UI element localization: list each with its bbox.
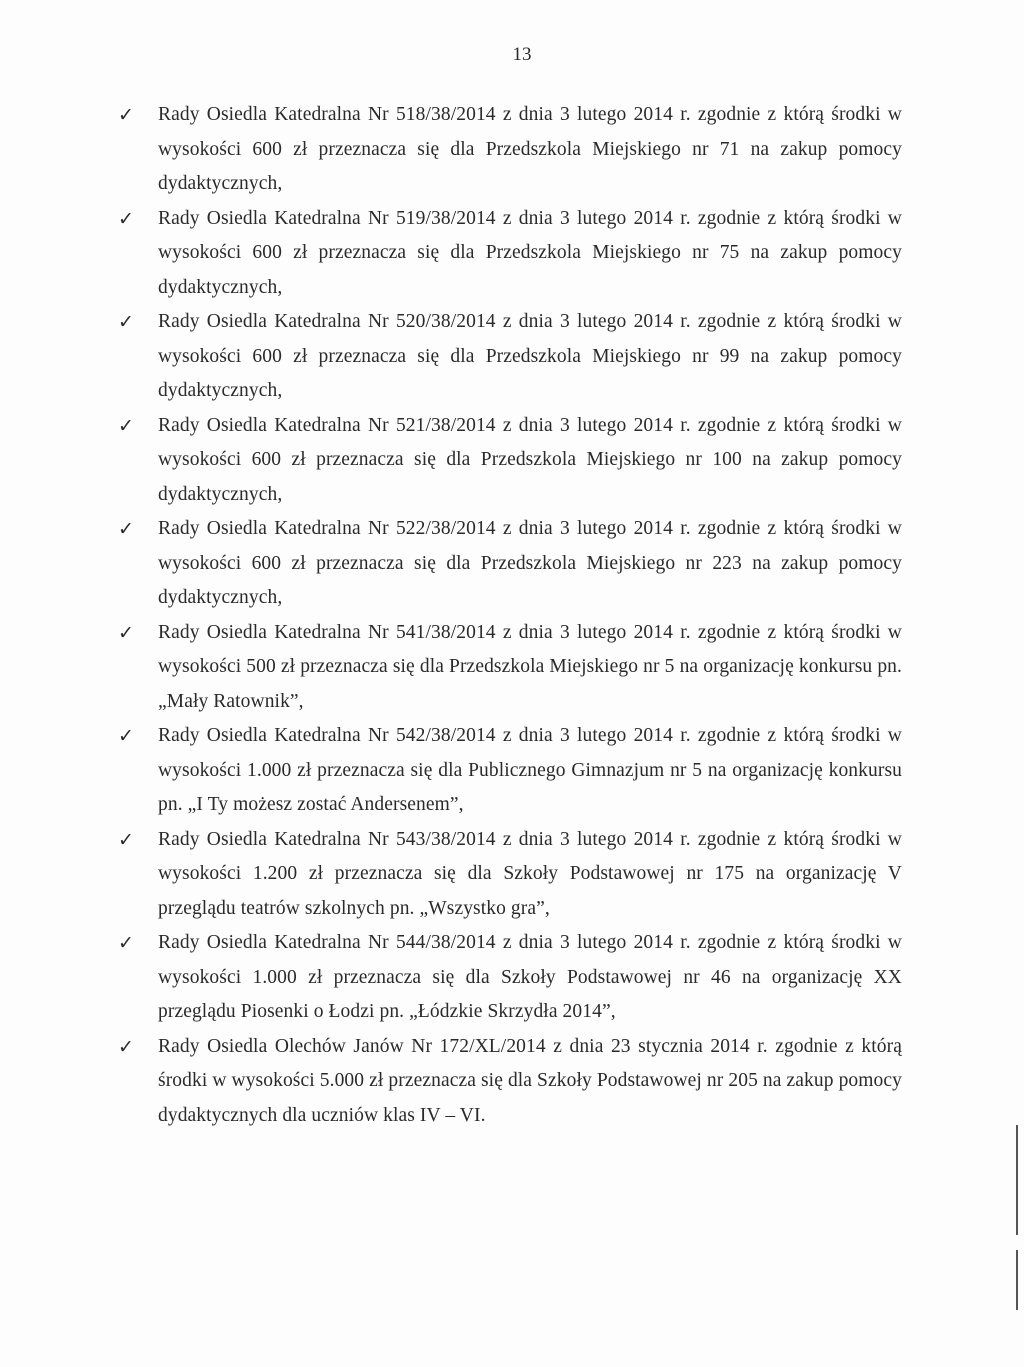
list-item-text: Rady Osiedla Katedralna Nr 542/38/2014 z dnia 3 lutego 2014 r. zgodnie z którą środki w wysokości 1.000 zł przeznacza się dla Publicznego Gimnazjum nr 5 na organizację konkursu pn. „I Ty możesz zostać Andersenem”, <box>158 725 902 815</box>
list-item <box>118 512 902 616</box>
checkmark-icon: ✓ <box>118 726 134 747</box>
checkmark-icon: ✓ <box>118 829 134 851</box>
list-item <box>118 409 902 513</box>
resolution-list <box>118 98 902 1133</box>
page-number: 13 <box>512 44 532 65</box>
checkmark-icon: ✓ <box>118 208 134 230</box>
list-item <box>118 305 902 409</box>
list-item-text: Rady Osiedla Olechów Janów Nr 172/XL/2014 z dnia 23 stycznia 2014 r. zgodnie z którą środki w wysokości 5.000 zł przeznacza się dla Szkoły Podstawowej nr 205 na zakup pomocy dydaktycznych dla uczniów klas IV – VI. <box>158 1035 902 1126</box>
checkmark-icon: ✓ <box>118 105 134 126</box>
list-item-text: Rady Osiedla Katedralna Nr 521/38/2014 z dnia 3 lutego 2014 r. zgodnie z którą środki w wysokości 600 zł przeznacza się dla Przedszkola Miejskiego nr 100 na zakup pomocy dydaktycznych, <box>158 414 902 505</box>
list-item <box>118 719 902 823</box>
list-item <box>118 823 902 927</box>
list-item-text: Rady Osiedla Katedralna Nr 520/38/2014 z dnia 3 lutego 2014 r. zgodnie z którą środki w wysokości 600 zł przeznacza się dla Przedszkola Miejskiego nr 99 na zakup pomocy dydaktycznych, <box>158 311 902 401</box>
checkmark-icon: ✓ <box>118 622 134 644</box>
list-item <box>118 616 902 720</box>
list-item-text: Rady Osiedla Katedralna Nr 518/38/2014 z dnia 3 lutego 2014 r. zgodnie z którą środki w wysokości 600 zł przeznacza się dla Przedszkola Miejskiego nr 71 na zakup pomocy dydaktycznych, <box>158 104 902 194</box>
checkmark-icon: ✓ <box>118 933 134 954</box>
scan-edge-mark <box>1016 1125 1018 1235</box>
list-item-text: Rady Osiedla Katedralna Nr 519/38/2014 z dnia 3 lutego 2014 r. zgodnie z którą środki w wysokości 600 zł przeznacza się dla Przedszkola Miejskiego nr 75 na zakup pomocy dydaktycznych, <box>158 207 902 298</box>
list-item-text: Rady Osiedla Katedralna Nr 541/38/2014 z dnia 3 lutego 2014 r. zgodnie z którą środki w wysokości 500 zł przeznacza się dla Przedszkola Miejskiego nr 5 na organizację konkursu pn. „Mały Ratownik”, <box>158 621 902 712</box>
list-item <box>118 1030 902 1134</box>
list-item <box>118 926 902 1030</box>
scan-edge-mark <box>1016 1250 1018 1310</box>
list-item <box>118 98 902 202</box>
list-item-text: Rady Osiedla Katedralna Nr 522/38/2014 z dnia 3 lutego 2014 r. zgodnie z którą środki w wysokości 600 zł przeznacza się dla Przedszkola Miejskiego nr 223 na zakup pomocy dydaktycznych, <box>158 518 902 608</box>
checkmark-icon: ✓ <box>118 312 134 333</box>
checkmark-icon: ✓ <box>118 1036 134 1058</box>
checkmark-icon: ✓ <box>118 519 134 540</box>
list-item-text: Rady Osiedla Katedralna Nr 544/38/2014 z dnia 3 lutego 2014 r. zgodnie z którą środki w wysokości 1.000 zł przeznacza się dla Szkoły Podstawowej nr 46 na organizację XX przeglądu Piosenki o Łodzi pn. „Łódzkie Skrzydła 2014”, <box>158 932 902 1022</box>
list-item <box>118 202 902 306</box>
list-item-text: Rady Osiedla Katedralna Nr 543/38/2014 z dnia 3 lutego 2014 r. zgodnie z którą środki w wysokości 1.200 zł przeznacza się dla Szkoły Podstawowej nr 175 na organizację V przeglądu teatrów szkolnych pn. „Wszystko gra”, <box>158 828 902 919</box>
checkmark-icon: ✓ <box>118 415 134 437</box>
